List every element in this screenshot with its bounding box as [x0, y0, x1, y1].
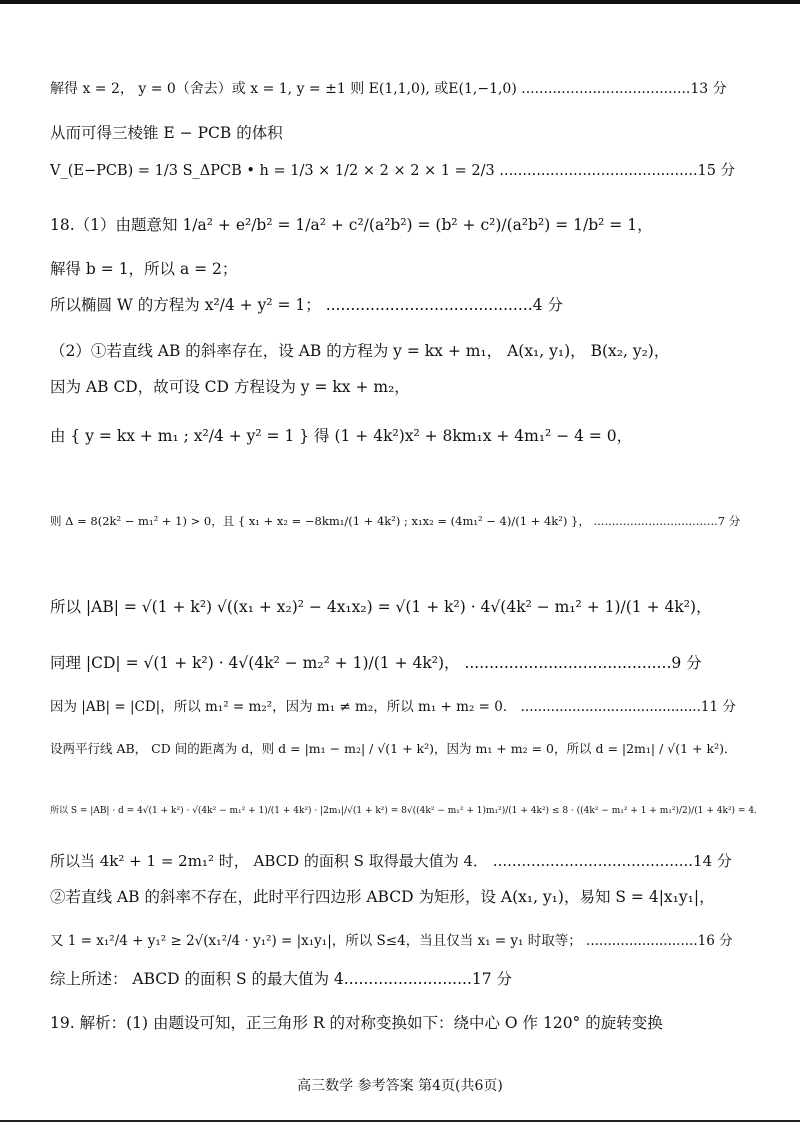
- page-footer: 高三数学 参考答案 第4页(共6页): [297, 1078, 503, 1094]
- text-line: 所以椭圆 W 的方程为 x²/4 + y² = 1； ..........................................4 分: [50, 296, 563, 314]
- bottom-border: [0, 1120, 800, 1122]
- text-line: 由 { y = kx + m₁ ; x²/4 + y² = 1 } 得 (1 + 4k²)x² + 8km₁x + 4m₁² − 4 = 0，: [50, 427, 633, 445]
- text-line: 解得 b = 1，所以 a = 2；: [50, 260, 238, 278]
- text-line: 解得 x = 2， y = 0（舍去）或 x = 1, y = ±1 则 E(1,1,0), 或E(1,−1,0) ......................................13 分: [50, 81, 727, 97]
- text-line: 又 1 = x₁²/4 + y₁² ≥ 2√(x₁²/4 · y₁²) = |x₁y₁|，所以 S≤4，当且仅当 x₁ = y₁ 时取等； ..........................16 分: [50, 933, 733, 949]
- text-line: ②若直线 AB 的斜率不存在，此时平行四边形 ABCD 为矩形，设 A(x₁, y₁)，易知 S = 4|x₁y₁|，: [50, 888, 715, 906]
- text-line: 18.（1）由题意知 1/a² + e²/b² = 1/a² + c²/(a²b²) = (b² + c²)/(a²b²) = 1/b² = 1，: [50, 216, 653, 234]
- text-line: 综上所述： ABCD 的面积 S 的最大值为 4..........................17 分: [50, 970, 513, 988]
- text-line: 19. 解析：(1) 由题设可知，正三角形 R 的对称变换如下：绕中心 O 作 120° 的旋转变换: [50, 1014, 663, 1032]
- text-line: 同理 |CD| = √(1 + k²) · 4√(4k² − m₂² + 1)/(1 + 4k²)， ..........................................9 分: [50, 654, 702, 672]
- top-border: [0, 0, 800, 4]
- text-line: 因为 AB CD，故可设 CD 方程设为 y = kx + m₂，: [50, 378, 410, 396]
- text-line: 所以当 4k² + 1 = 2m₁² 时， ABCD 的面积 S 取得最大值为 4． ..........................................14 分: [50, 852, 732, 870]
- text-line: 则 Δ = 8(2k² − m₁² + 1) > 0，且 { x₁ + x₂ = −8km₁/(1 + 4k²) ; x₁x₂ = (4m₁² − 4)/(1 + 4k²) }， ..................................7 分: [50, 514, 741, 528]
- text-line: 设两平行线 AB， CD 间的距离为 d，则 d = |m₁ − m₂| / √(1 + k²)，因为 m₁ + m₂ = 0，所以 d = |2m₁| / √(1 + k²)．: [50, 741, 737, 756]
- text-line: 所以 |AB| = √(1 + k²) √((x₁ + x₂)² − 4x₁x₂) = √(1 + k²) · 4√(4k² − m₁² + 1)/(1 + 4k²)，: [50, 598, 712, 616]
- text-line: 因为 |AB| = |CD|，所以 m₁² = m₂²，因为 m₁ ≠ m₂，所以 m₁ + m₂ = 0． ..........................................11 分: [50, 699, 736, 715]
- text-line: 从而可得三棱锥 E − PCB 的体积: [50, 124, 283, 142]
- text-line: 所以 S = |AB| · d = 4√(1 + k²) · √(4k² − m₁² + 1)/(1 + 4k²) · |2m₁|/√(1 + k²) = 8√((4k² − m₁² + 1)m₁²)/(1 + 4k²) ≤ 8 · ((4k² − m₁² + 1 + m₁²)/2)/(1 + 4k²) = 4．: [50, 806, 764, 816]
- text-line: （2）①若直线 AB 的斜率存在，设 AB 的方程为 y = kx + m₁， A(x₁, y₁)， B(x₂, y₂)，: [50, 342, 670, 360]
- text-line: V_(E−PCB) = 1/3 S_ΔPCB • h = 1/3 × 1/2 × 2 × 2 × 1 = 2/3 ...........................................15 分: [50, 163, 736, 179]
